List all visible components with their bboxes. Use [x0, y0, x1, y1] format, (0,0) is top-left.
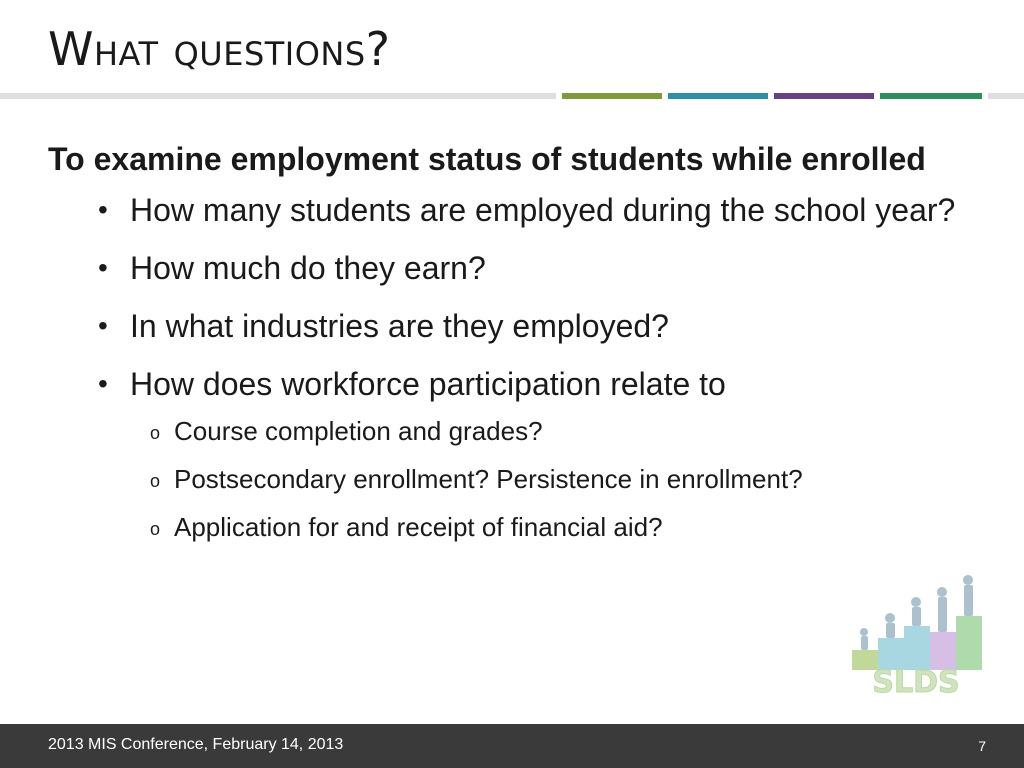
bullet-item [48, 188, 988, 232]
sub-bullet-item [48, 414, 988, 448]
bullet-text: How many students are employed during the school year? [130, 192, 956, 228]
sub-bullet-ring-icon: o [150, 519, 161, 539]
slds-logo [846, 572, 986, 700]
footer-bar [0, 724, 1024, 768]
bullet-item [48, 362, 988, 406]
logo-figure-child-icon [860, 628, 868, 636]
sub-bullet-ring-icon: o [150, 423, 161, 443]
logo-figure-adult-icon [937, 587, 947, 597]
sub-bullet-item [48, 462, 988, 496]
bullet-item [48, 304, 988, 348]
page-number: 7 [978, 738, 986, 754]
slide-title: What questions? [48, 22, 391, 76]
bullet-text: How does workforce participation relate to [130, 366, 726, 402]
bullet-text: How much do they earn? [130, 250, 486, 286]
sub-bullet-text: Course completion and grades? [174, 416, 543, 446]
logo-text: SLDS [872, 665, 960, 700]
accent-segment-teal [668, 93, 768, 99]
bullet-list [48, 188, 988, 406]
bullet-dot-icon: • [98, 310, 108, 341]
sub-bullet-item [48, 510, 988, 544]
sub-bullet-list [48, 414, 988, 544]
accent-segment-gray-right [988, 93, 1024, 99]
sub-bullet-ring-icon: o [150, 471, 161, 491]
accent-segment-gray-left [0, 93, 556, 99]
accent-segment-green [562, 93, 662, 99]
bullet-dot-icon: • [98, 194, 108, 225]
accent-segment-purple [774, 93, 874, 99]
footer-text: 2013 MIS Conference, February 14, 2013 [48, 736, 344, 753]
logo-step-5 [956, 616, 982, 670]
accent-bar [0, 93, 1024, 99]
accent-segment-dark-green [880, 93, 982, 99]
sub-bullet-text: Application for and receipt of financial aid? [174, 512, 663, 542]
logo-figure-worker-icon [963, 575, 973, 585]
bullet-dot-icon: • [98, 252, 108, 283]
logo-step-3 [904, 626, 930, 670]
bullet-item [48, 246, 988, 290]
bullet-text: In what industries are they employed? [130, 308, 669, 344]
sub-bullet-text: Postsecondary enrollment? Persistence in enrollment? [174, 464, 803, 494]
bullet-dot-icon: • [98, 368, 108, 399]
slide-body [48, 136, 988, 558]
logo-figure-graduate-icon [911, 597, 921, 607]
lead-statement: To examine employment status of students while enrolled [48, 141, 926, 177]
logo-figure-student-icon [885, 613, 895, 623]
